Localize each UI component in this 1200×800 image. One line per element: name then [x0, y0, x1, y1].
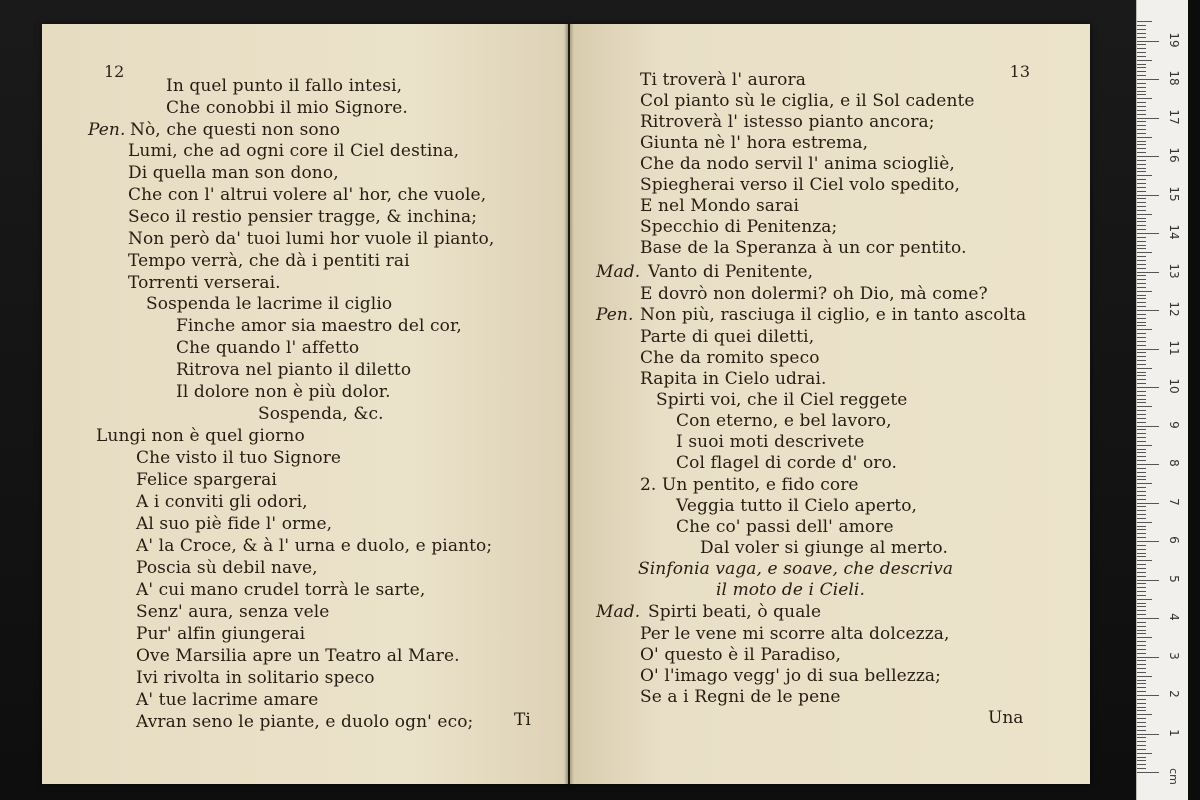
ruler-tick — [1137, 757, 1146, 758]
ruler-tick — [1137, 64, 1146, 65]
text-line: A' tue lacrime amare — [136, 690, 319, 710]
ruler-tick — [1137, 556, 1146, 557]
ruler-tick — [1137, 79, 1159, 80]
catchword-left: Ti — [514, 710, 531, 730]
ruler-tick — [1137, 52, 1146, 53]
ruler-tick — [1137, 241, 1146, 242]
ruler-tick — [1137, 564, 1146, 565]
ruler-tick — [1137, 618, 1159, 619]
ruler-tick — [1137, 472, 1146, 473]
text-line: Giunta nè l' hora estrema, — [640, 133, 869, 153]
ruler-tick — [1137, 622, 1146, 623]
ruler-tick — [1137, 110, 1146, 111]
text-line: Lumi, che ad ogni core il Ciel destina, — [128, 141, 460, 161]
ruler-tick — [1137, 75, 1146, 76]
ruler-tick — [1137, 495, 1146, 496]
ruler-tick — [1137, 214, 1152, 215]
text-line: Finche amor sia maestro del cor, — [176, 316, 462, 336]
ruler-number: 11 — [1167, 339, 1181, 356]
ruler-tick — [1137, 456, 1146, 457]
ruler-tick — [1137, 256, 1146, 257]
ruler-tick — [1137, 660, 1146, 661]
ruler-tick — [1137, 164, 1146, 165]
ruler-tick — [1137, 730, 1146, 731]
ruler-tick — [1137, 349, 1159, 350]
ruler-tick — [1137, 734, 1159, 735]
ruler-tick — [1137, 298, 1146, 299]
ruler-tick — [1137, 499, 1146, 500]
ruler-tick — [1137, 318, 1146, 319]
text-line: Base de la Speranza à un cor pentito. — [640, 238, 967, 258]
stage-direction: Sinfonia vaga, e soave, che descriva — [638, 559, 954, 579]
ruler-tick — [1137, 329, 1152, 330]
text-line: Che co' passi dell' amore — [676, 517, 894, 537]
left-page-number: 12 — [104, 62, 125, 81]
ruler-tick — [1137, 464, 1159, 465]
ruler-tick — [1137, 160, 1146, 161]
ruler-unit: cm — [1166, 768, 1180, 785]
ruler-tick — [1137, 41, 1159, 42]
measuring-ruler — [1136, 0, 1190, 800]
text-line: O' l'imago vegg' jo di sua bellezza; — [640, 666, 941, 686]
text-line: Ove Marsilia apre un Teatro al Mare. — [136, 646, 460, 666]
ruler-tick — [1137, 121, 1146, 122]
ruler-tick — [1137, 553, 1146, 554]
text-line: Senz' aura, senza vele — [136, 602, 330, 622]
ruler-tick — [1137, 737, 1146, 738]
text-line: Non però da' tuoi lumi hor vuole il pianto, — [128, 229, 495, 249]
ruler-tick — [1137, 418, 1146, 419]
stage-direction: il moto de i Cieli. — [716, 580, 865, 600]
ruler-tick — [1137, 368, 1152, 369]
text-line: Spirti voi, che il Ciel reggete — [656, 390, 908, 410]
ruler-tick — [1137, 379, 1146, 380]
ruler-tick — [1137, 526, 1146, 527]
text-line: E dovrò non dolermi? oh Dio, mà come? — [640, 284, 988, 304]
text-line: I suoi moti descrivete — [676, 432, 865, 452]
text-line: A i conviti gli odori, — [136, 492, 308, 512]
book-gutter — [564, 24, 574, 784]
ruler-tick — [1137, 137, 1152, 138]
ruler-tick — [1137, 295, 1146, 296]
ruler-tick — [1137, 333, 1146, 334]
ruler-tick — [1137, 71, 1146, 72]
ruler-number: 2 — [1167, 690, 1181, 698]
ruler-tick — [1137, 437, 1146, 438]
ruler-tick — [1137, 676, 1152, 677]
ruler-tick — [1137, 364, 1146, 365]
text-line: Che visto il tuo Signore — [136, 448, 342, 468]
text-line: Rapita in Cielo udrai. — [640, 369, 827, 389]
ruler-tick — [1137, 275, 1146, 276]
ruler-tick — [1137, 503, 1159, 504]
ruler-tick — [1137, 529, 1146, 530]
text-line: Vanto di Penitente, — [648, 262, 814, 282]
ruler-tick — [1137, 272, 1159, 273]
ruler-number: 10 — [1167, 378, 1181, 394]
ruler-tick — [1137, 422, 1146, 423]
ruler-tick — [1137, 114, 1146, 115]
text-line: Ritroverà l' istesso pianto ancora; — [640, 112, 935, 132]
ruler-number: 8 — [1167, 459, 1181, 467]
ruler-tick — [1137, 483, 1152, 484]
ruler-tick — [1137, 206, 1146, 207]
ruler-tick — [1137, 198, 1146, 199]
speaker-label: Mad. — [596, 602, 641, 622]
ruler-tick — [1137, 87, 1146, 88]
text-line: Spiegherai verso il Ciel volo spedito, — [640, 175, 960, 195]
ruler-tick — [1137, 210, 1146, 211]
ruler-number: 14 — [1167, 224, 1181, 240]
ruler-tick — [1137, 772, 1159, 773]
ruler-tick — [1137, 614, 1146, 615]
speaker-label: Pen. — [596, 305, 634, 325]
ruler-tick — [1137, 48, 1146, 49]
ruler-tick — [1137, 264, 1146, 265]
ruler-tick — [1137, 414, 1146, 415]
ruler-tick — [1137, 287, 1146, 288]
ruler-tick — [1137, 44, 1146, 45]
text-line: Che con l' altrui volere al' hor, che vuole, — [128, 185, 487, 205]
ruler-tick — [1137, 680, 1146, 681]
ruler-tick — [1137, 67, 1146, 68]
ruler-tick — [1137, 630, 1146, 631]
text-line: E nel Mondo sarai — [640, 196, 800, 216]
text-line: Che da nodo servil l' anima sciogliè, — [640, 154, 955, 174]
ruler-tick — [1137, 587, 1146, 588]
ruler-tick — [1137, 168, 1146, 169]
right-page-number: 13 — [1009, 62, 1030, 81]
ruler-tick — [1137, 572, 1146, 573]
ruler-tick — [1137, 148, 1146, 149]
ruler-tick — [1137, 710, 1146, 711]
ruler-tick — [1137, 549, 1146, 550]
ruler-tick — [1137, 383, 1146, 384]
ruler-number: 19 — [1167, 31, 1181, 48]
ruler-number: 17 — [1167, 108, 1181, 125]
ruler-tick — [1137, 118, 1159, 119]
ruler-tick — [1137, 391, 1146, 392]
ruler-tick — [1137, 460, 1146, 461]
text-line: Poscia sù debil nave, — [136, 558, 318, 578]
ruler-tick — [1137, 375, 1146, 376]
ruler-number: 7 — [1167, 497, 1181, 506]
text-line: Il dolore non è più dolor. — [176, 382, 391, 402]
ruler-tick — [1137, 645, 1146, 646]
ruler-tick — [1137, 179, 1146, 180]
ruler-tick — [1137, 187, 1146, 188]
ruler-tick — [1137, 760, 1146, 761]
ruler-tick — [1137, 322, 1146, 323]
ruler-tick — [1137, 260, 1146, 261]
ruler-number: 1 — [1167, 728, 1181, 737]
text-line: 2. Un pentito, e fido core — [640, 475, 859, 495]
ruler-tick — [1137, 60, 1152, 61]
ruler-tick — [1137, 518, 1146, 519]
ruler-tick — [1137, 426, 1159, 427]
ruler-tick — [1137, 741, 1146, 742]
ruler-tick — [1137, 768, 1146, 769]
ruler-tick — [1137, 279, 1146, 280]
ruler-tick — [1137, 237, 1146, 238]
ruler-tick — [1137, 25, 1146, 26]
ruler-tick — [1137, 345, 1146, 346]
ruler-tick — [1137, 487, 1146, 488]
text-line: Sospenda, &c. — [258, 404, 384, 424]
ruler-tick — [1137, 637, 1152, 638]
text-line: A' cui mano crudel torrà le sarte, — [136, 580, 426, 600]
ruler-tick — [1137, 360, 1146, 361]
text-line: Specchio di Penitenza; — [640, 217, 838, 237]
ruler-tick — [1137, 129, 1146, 130]
text-line: Dal voler si giunge al merto. — [700, 538, 948, 558]
ruler-tick — [1137, 233, 1159, 234]
ruler-tick — [1137, 514, 1146, 515]
ruler-tick — [1137, 291, 1152, 292]
ruler-tick — [1137, 337, 1146, 338]
ruler-tick — [1137, 653, 1146, 654]
text-line: In quel punto il fallo intesi, — [166, 76, 403, 96]
text-line: Spirti beati, ò quale — [648, 602, 822, 622]
ruler-tick — [1137, 491, 1146, 492]
ruler-tick — [1137, 672, 1146, 673]
ruler-tick — [1137, 626, 1146, 627]
ruler-tick — [1137, 356, 1146, 357]
ruler-tick — [1137, 406, 1152, 407]
ruler-tick — [1137, 83, 1146, 84]
ruler-tick — [1137, 591, 1146, 592]
ruler-tick — [1137, 533, 1146, 534]
ruler-tick — [1137, 56, 1146, 57]
ruler-number: 15 — [1167, 185, 1181, 202]
ruler-tick — [1137, 687, 1146, 688]
ruler-tick — [1137, 106, 1146, 107]
ruler-tick — [1137, 325, 1146, 326]
ruler-number: 18 — [1167, 70, 1181, 86]
speaker-label: Mad. — [596, 262, 641, 282]
ruler-tick — [1137, 429, 1146, 430]
ruler-tick — [1137, 506, 1146, 507]
ruler-tick — [1137, 221, 1146, 222]
ruler-tick — [1137, 94, 1146, 95]
ruler-tick — [1137, 171, 1146, 172]
catchword-right: Una — [988, 708, 1024, 728]
ruler-tick — [1137, 202, 1146, 203]
ruler-tick — [1137, 449, 1146, 450]
ruler-tick — [1137, 441, 1146, 442]
ruler-tick — [1137, 595, 1146, 596]
text-line: A' la Croce, & à l' urna e duolo, e pianto; — [136, 536, 493, 556]
ruler-tick — [1137, 560, 1152, 561]
ruler-number: 5 — [1167, 574, 1181, 583]
ruler-number: 13 — [1167, 262, 1181, 279]
ruler-tick — [1137, 402, 1146, 403]
ruler-tick — [1137, 399, 1146, 400]
text-line: Parte di quei diletti, — [640, 327, 815, 347]
ruler-tick — [1137, 603, 1146, 604]
text-line: Felice spargerai — [136, 470, 277, 490]
ruler-tick — [1137, 229, 1146, 230]
ruler-tick — [1137, 245, 1146, 246]
ruler-tick — [1137, 387, 1159, 388]
ruler-tick — [1137, 545, 1146, 546]
ruler-tick — [1137, 341, 1146, 342]
ruler-tick — [1137, 764, 1146, 765]
text-line: Ti troverà l' aurora — [640, 70, 806, 90]
ruler-tick — [1137, 102, 1146, 103]
ruler-tick — [1137, 510, 1146, 511]
text-line: Per le vene mi scorre alta dolcezza, — [640, 624, 950, 644]
ruler-tick — [1137, 225, 1146, 226]
text-line: Tempo verrà, che dà i pentiti rai — [128, 251, 410, 271]
ruler-number: 16 — [1167, 147, 1181, 163]
ruler-tick — [1137, 302, 1146, 303]
ruler-tick — [1137, 668, 1146, 669]
text-line: O' questo è il Paradiso, — [640, 645, 841, 665]
text-line: Nò, che questi non sono — [130, 120, 341, 140]
ruler-tick — [1137, 141, 1146, 142]
ruler-tick — [1137, 468, 1146, 469]
ruler-tick — [1137, 476, 1146, 477]
ruler-tick — [1137, 433, 1146, 434]
text-line: Lungi non è quel giorno — [96, 426, 305, 446]
ruler-tick — [1137, 183, 1146, 184]
ruler-tick — [1137, 576, 1146, 577]
ruler-tick — [1137, 133, 1146, 134]
ruler-number: 3 — [1167, 651, 1181, 660]
ruler-tick — [1137, 580, 1159, 581]
ruler-tick — [1137, 583, 1146, 584]
ruler-tick — [1137, 372, 1146, 373]
ruler-tick — [1137, 156, 1159, 157]
ruler-tick — [1137, 606, 1146, 607]
ruler-number: 4 — [1167, 613, 1181, 621]
ruler-tick — [1137, 29, 1146, 30]
ruler-tick — [1137, 745, 1146, 746]
ruler-tick — [1137, 410, 1146, 411]
ruler-tick — [1137, 195, 1159, 196]
ruler-tick — [1137, 314, 1146, 315]
text-line: Col pianto sù le ciglia, e il Sol cadente — [640, 91, 975, 111]
ruler-tick — [1137, 268, 1146, 269]
text-line: Seco il restio pensier tragge, & inchina; — [128, 207, 478, 227]
ruler-tick — [1137, 33, 1146, 34]
text-line: Torrenti verserai. — [128, 273, 281, 293]
text-line: Che quando l' affetto — [176, 338, 360, 358]
ruler-tick — [1137, 252, 1152, 253]
ruler-tick — [1137, 695, 1159, 696]
ruler-edge — [1188, 0, 1200, 800]
speaker-label: Pen. — [88, 120, 126, 140]
text-line: Che da romito speco — [640, 348, 820, 368]
ruler-tick — [1137, 218, 1146, 219]
text-line: Veggia tutto il Cielo aperto, — [676, 496, 918, 516]
ruler-tick — [1137, 37, 1146, 38]
text-line: Pur' alfin giungerai — [136, 624, 306, 644]
ruler-tick — [1137, 657, 1159, 658]
text-line: Sospenda le lacrime il ciglio — [146, 294, 393, 314]
ruler-tick — [1137, 568, 1146, 569]
ruler-tick — [1137, 191, 1146, 192]
text-line: Al suo piè fide l' orme, — [136, 514, 333, 534]
text-line: Se a i Regni de le pene — [640, 687, 841, 707]
ruler-tick — [1137, 753, 1152, 754]
ruler-tick — [1137, 707, 1146, 708]
ruler-tick — [1137, 352, 1146, 353]
ruler-tick — [1137, 306, 1146, 307]
text-line: Avran seno le piante, e duolo ogn' eco; — [136, 712, 474, 732]
ruler-tick — [1137, 683, 1146, 684]
ruler-tick — [1137, 541, 1159, 542]
text-line: Col flagel di corde d' oro. — [676, 453, 898, 473]
ruler-tick — [1137, 726, 1146, 727]
ruler-tick — [1137, 21, 1152, 22]
ruler-tick — [1137, 537, 1146, 538]
ruler-tick — [1137, 749, 1146, 750]
text-line: Non più, rasciuga il ciglio, e in tanto ascolta — [640, 305, 1027, 325]
ruler-tick — [1137, 310, 1159, 311]
text-line: Ivi rivolta in solitario speco — [136, 668, 375, 688]
ruler-number: 6 — [1167, 536, 1181, 544]
ruler-number: 9 — [1167, 420, 1181, 429]
ruler-tick — [1137, 718, 1146, 719]
ruler-tick — [1137, 691, 1146, 692]
ruler-tick — [1137, 248, 1146, 249]
text-line: Di quella man son dono, — [128, 163, 339, 183]
ruler-tick — [1137, 699, 1146, 700]
ruler-number: 12 — [1167, 301, 1181, 317]
ruler-tick — [1137, 98, 1152, 99]
ruler-tick — [1137, 125, 1146, 126]
ruler-tick — [1137, 610, 1146, 611]
ruler-tick — [1137, 152, 1146, 153]
ruler-tick — [1137, 445, 1152, 446]
ruler-tick — [1137, 703, 1146, 704]
text-line: Con eterno, e bel lavoro, — [676, 411, 892, 431]
ruler-tick — [1137, 283, 1146, 284]
ruler-tick — [1137, 395, 1146, 396]
ruler-tick — [1137, 479, 1146, 480]
ruler-tick — [1137, 633, 1146, 634]
ruler-tick — [1137, 599, 1152, 600]
ruler-tick — [1137, 452, 1146, 453]
text-line: Che conobbi il mio Signore. — [166, 98, 408, 118]
text-line: Ritrova nel pianto il diletto — [176, 360, 412, 380]
ruler-tick — [1137, 175, 1152, 176]
ruler-tick — [1137, 649, 1146, 650]
ruler-tick — [1137, 91, 1146, 92]
ruler-tick — [1137, 714, 1152, 715]
ruler-tick — [1137, 664, 1146, 665]
ruler-tick — [1137, 144, 1146, 145]
ruler-tick — [1137, 641, 1146, 642]
ruler-tick — [1137, 522, 1152, 523]
ruler-tick — [1137, 722, 1146, 723]
